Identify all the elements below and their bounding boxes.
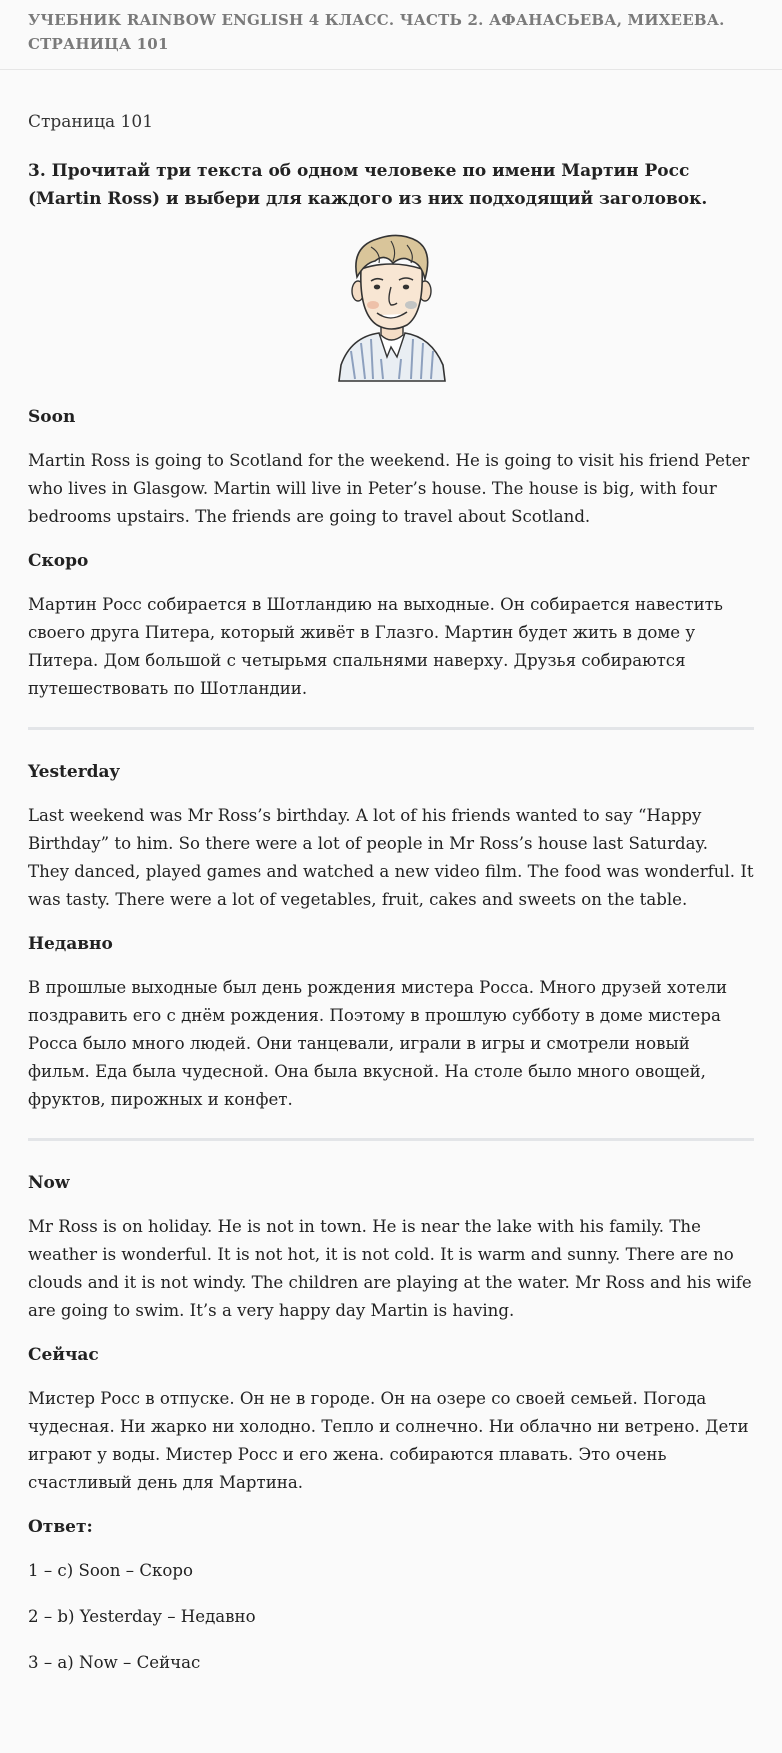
text-section: [28, 403, 754, 703]
section-title-en: Soon: [28, 407, 76, 427]
section-text-ru: Мартин Росс собирается в Шотландию на выходные. Он собирается навестить своего друга Питера, который живёт в Глазго. Мартин будет жить в доме у Питера. Дом большой с четырьмя спальнями наверху. Друзья собираются путешествовать по Шотландии.: [28, 595, 723, 698]
martin-ross-portrait-icon: [321, 225, 461, 397]
header-title: УЧЕБНИК RAINBOW ENGLISH 4 КЛАСС. ЧАСТЬ 2. АФАНАСЬЕВА, МИХЕЕВА. СТРАНИЦА 101: [28, 11, 725, 53]
text-section: [28, 758, 754, 1114]
section-text-en: Mr Ross is on holiday. He is not in town. He is near the lake with his family. The weather is wonderful. It is not hot, it is not cold. It is warm and sunny. There are no clouds and it is not windy. The children are playing at the water. Mr Ross and his wife are going to swim. It’s a very happy day Martin is having.: [28, 1217, 752, 1320]
answer-block: [28, 1513, 754, 1677]
section-title-en: Yesterday: [28, 762, 120, 782]
section-title-ru: Сейчас: [28, 1345, 99, 1365]
section-divider: [28, 727, 754, 730]
section-title-en: Now: [28, 1173, 70, 1193]
answer-title: Ответ:: [28, 1517, 93, 1537]
section-text-en: Martin Ross is going to Scotland for the weekend. He is going to visit his friend Peter who lives in Glasgow. Martin will live in Peter’s house. The house is big, with four bedrooms upstairs. The friends are going to travel about Scotland.: [28, 451, 750, 526]
answer-line: 3 – a) Now – Сейчас: [28, 1653, 201, 1672]
page-header: [0, 0, 782, 70]
article-content: [0, 70, 782, 1677]
section-title-ru: Скоро: [28, 551, 89, 571]
illustration: [28, 225, 754, 397]
section-divider: [28, 1138, 754, 1141]
section-title-ru: Недавно: [28, 934, 113, 954]
section-text-ru: В прошлые выходные был день рождения мистера Росса. Много друзей хотели поздравить его с днём рождения. Поэтому в прошлую субботу в доме мистера Росса было много людей. Они танцевали, играли в игры и смотрели новый фильм. Еда была чудесной. Она была вкусной. На столе было много овощей, фруктов, пирожных и конфет.: [28, 978, 728, 1109]
text-section: [28, 1169, 754, 1497]
page-label: Страница 101: [28, 112, 154, 132]
section-text-ru: Мистер Росс в отпуске. Он не в городе. Он на озере со своей семьей. Погода чудесная. Ни жарко ни холодно. Тепло и солнечно. Ни облачно ни ветрено. Дети играют у воды. Мистер Росс и его жена. собираются плавать. Это очень счастливый день для Мартина.: [28, 1389, 749, 1492]
task-instruction: 3. Прочитай три текста об одном человеке по имени Мартин Росс (Martin Ross) и выбери для каждого из них подходящий заголовок.: [28, 161, 708, 209]
section-text-en: Last weekend was Mr Ross’s birthday. A lot of his friends wanted to say “Happy Birthday” to him. So there were a lot of people in Mr Ross’s house last Saturday. They danced, played games and watched a new video film. The food was wonderful. It was tasty. There were a lot of vegetables, fruit, cakes and sweets on the table.: [28, 806, 754, 909]
answer-line: 1 – c) Soon – Скоро: [28, 1561, 193, 1580]
answer-line: 2 – b) Yesterday – Недавно: [28, 1607, 256, 1626]
